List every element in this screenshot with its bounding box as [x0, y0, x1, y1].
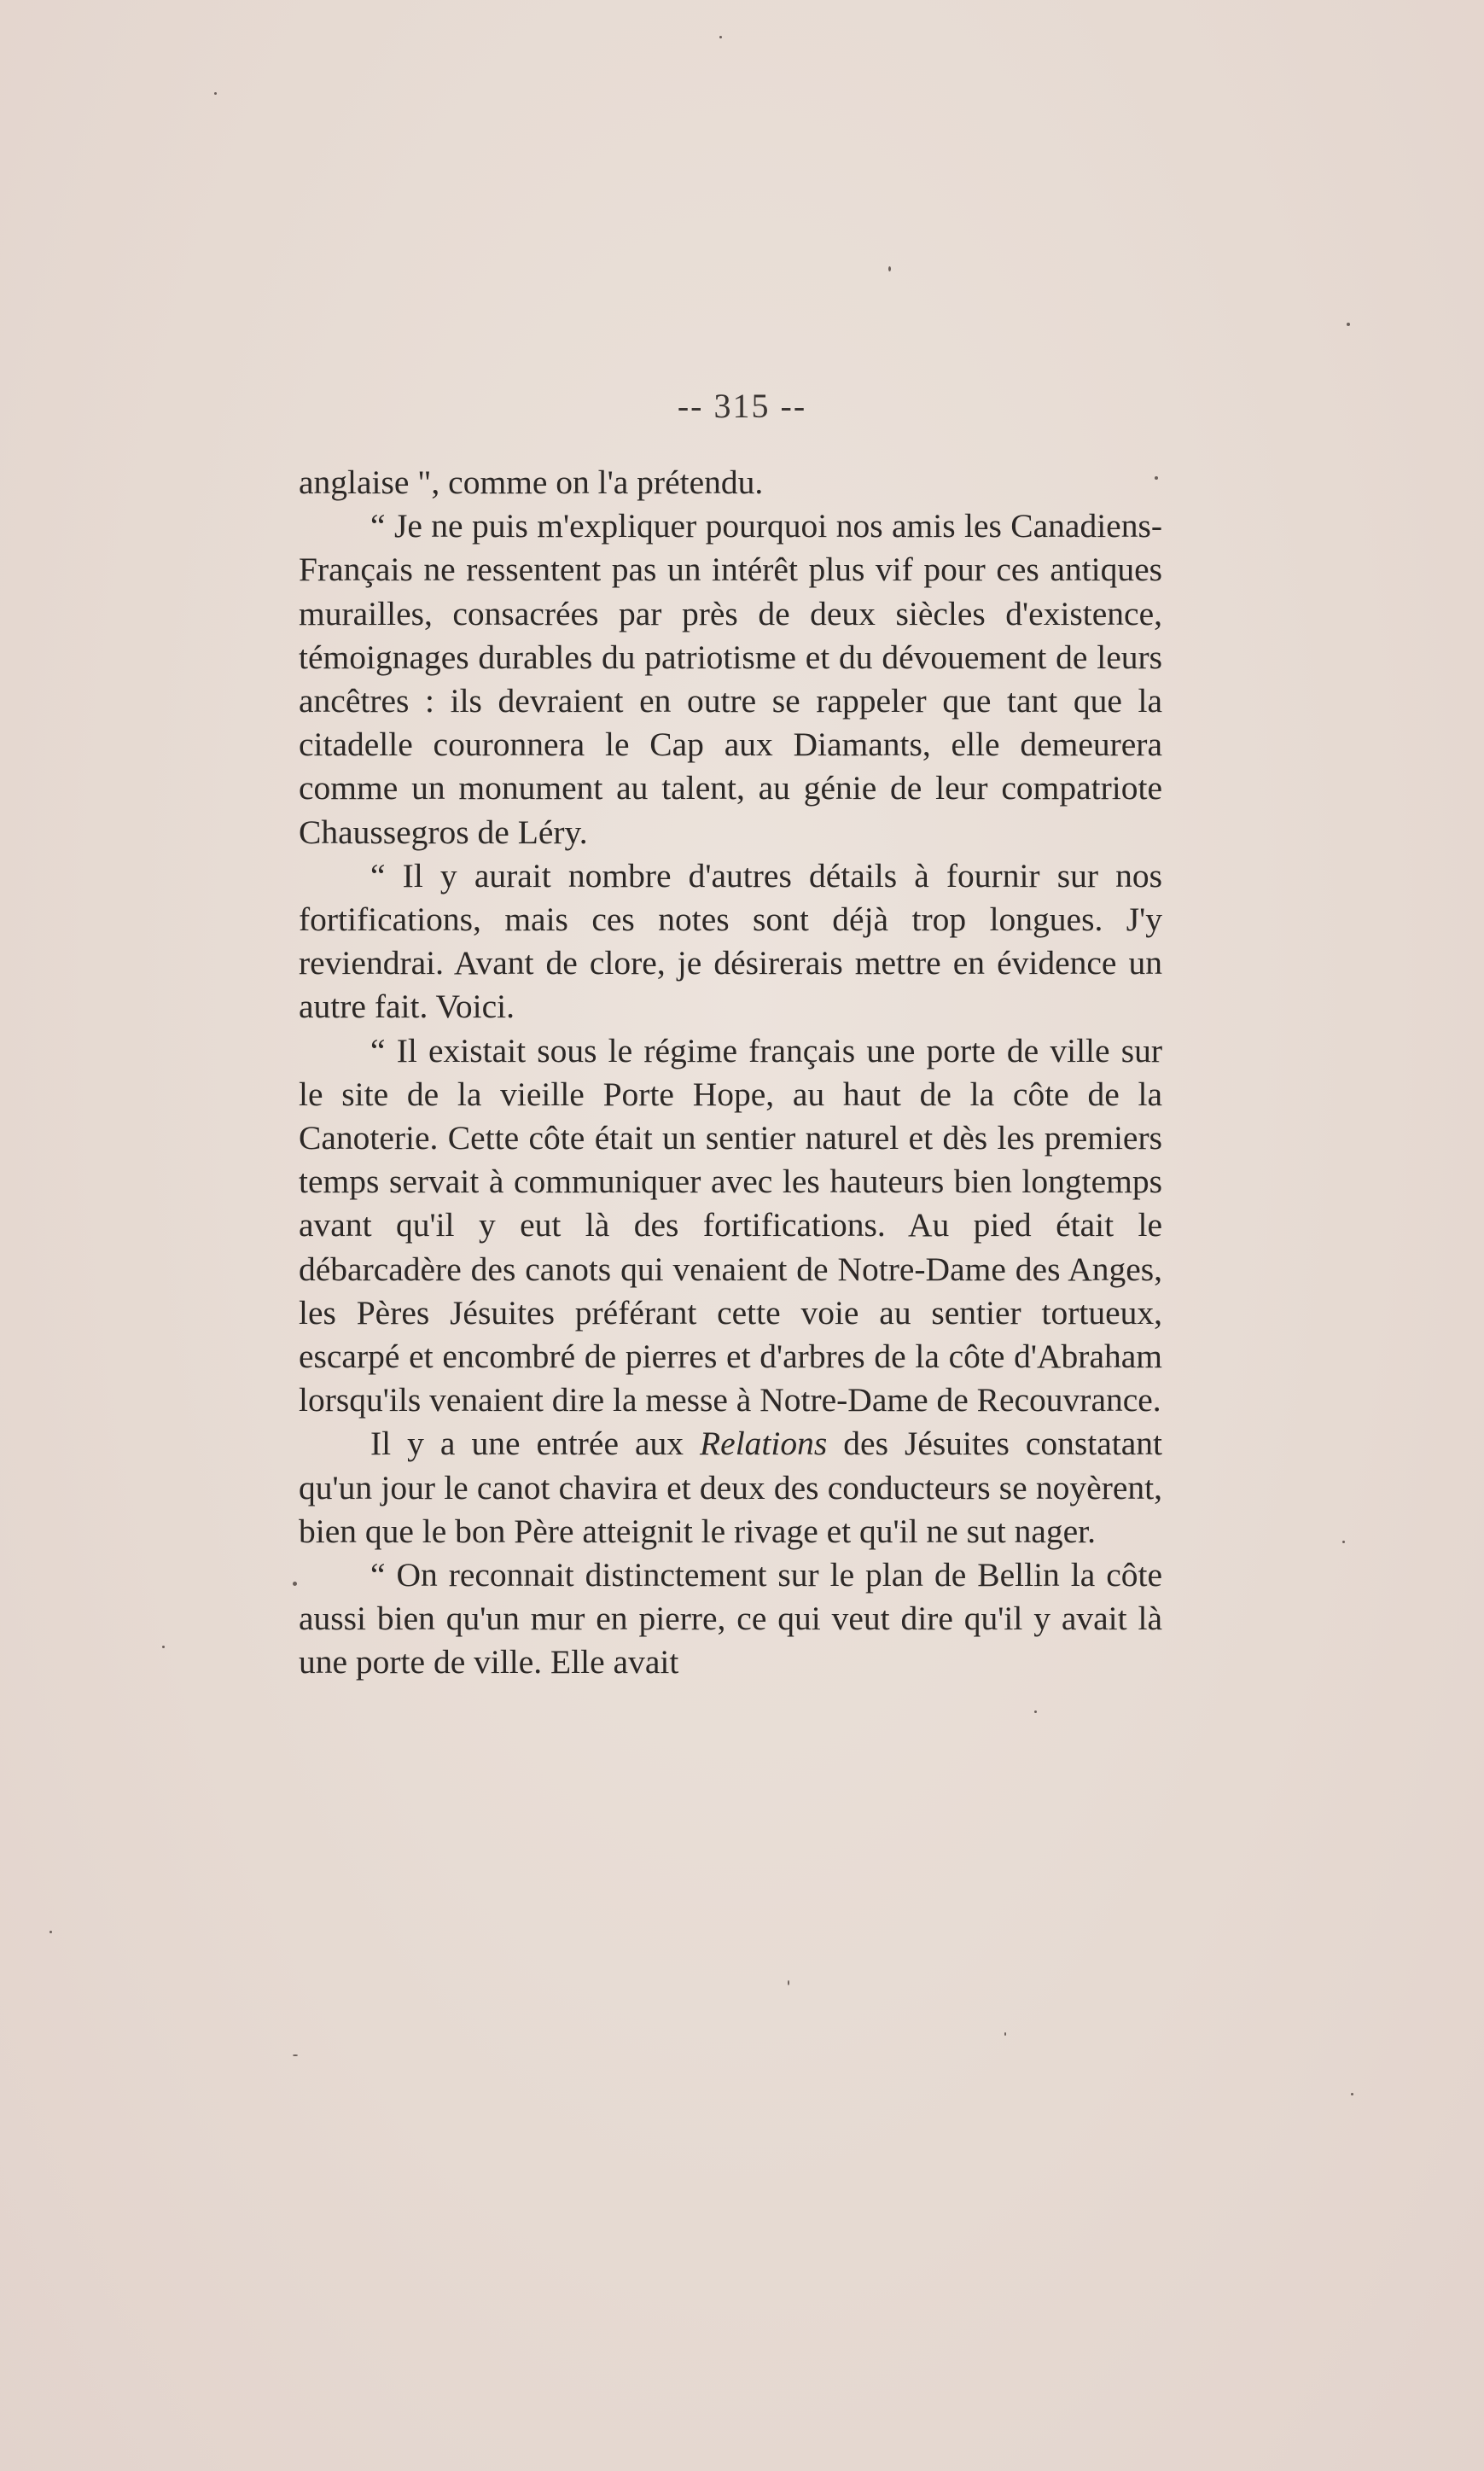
- paper-speck: [788, 1980, 789, 1985]
- paragraph-bellin: “ On reconnait distinctement sur le plan de Bellin la côte aussi bien qu'un mur en pierre, ce qui veut dire qu'il y avait là une porte de ville. Elle avait: [299, 1556, 1162, 1681]
- paper-speck: [49, 1931, 52, 1933]
- relations-text-after: des Jésuites constatant qu'un jour le canot chavira et deux des conducteurs se noyèrent, bien que le bon Père atteignit le rivage et qu'il ne sut nager.: [299, 1425, 1162, 1550]
- paper-speck: [1004, 2032, 1006, 2036]
- paper-speck: [1347, 323, 1350, 326]
- paper-speck: [719, 36, 722, 38]
- page-number: -- 315 --: [677, 387, 807, 425]
- relations-title: Relations: [700, 1425, 828, 1463]
- paragraph-continuation: anglaise ", comme on l'a prétendu.: [299, 463, 764, 501]
- paper-speck: [1351, 2093, 1353, 2095]
- paper-speck: [1034, 1710, 1037, 1713]
- paper-speck: [293, 1582, 297, 1586]
- paper-speck: [162, 1646, 165, 1648]
- paper-speck: [1342, 1541, 1345, 1543]
- paper-speck: [293, 2054, 298, 2056]
- paragraph-porte-de-ville: “ Il existait sous le régime français une porte de ville sur le site de la vieille Porte Hope, au haut de la côte de la Canoterie. Cette côte était un sentier naturel et dès les premiers temps servait à communiquer avec les hauteurs bien longtemps avant qu'il y eut là des fortifications. Au pied était le débarcadère des canots qui venaient de Notre-Dame des Anges, les Pères Jésuites préférant cette voie au sentier tortueux, escarpé et encombré de pierres et d'arbres de la côte d'Abraham lorsqu'ils venaient dire la messe à Notre-Dame de Recouvrance.: [299, 1031, 1162, 1419]
- paragraph-canadiens: “ Je ne puis m'expliquer pourquoi nos amis les Canadiens-Français ne ressentent pas un intérêt plus vif pour ces antiques murailles, consacrées par près de deux siècles d'existence, témoignages durables du patriotisme et du dévouement de leurs ancêtres : ils devraient en outre se rappeler que tant que la citadelle couronnera le Cap aux Diamants, elle demeurera comme un monument au talent, au génie de leur compatriote Chaussegros de Léry.: [299, 507, 1162, 851]
- body-text: [299, 461, 1162, 1685]
- paragraph-fortifications: “ Il y aurait nombre d'autres détails à fournir sur nos fortifications, mais ces notes sont déjà trop longues. J'y reviendrai. Avant de clore, je désirerais mettre en évidence un autre fait. Voici.: [299, 856, 1162, 1026]
- paper-speck: [888, 266, 891, 271]
- relations-text-before: Il y a une entrée aux: [370, 1425, 701, 1463]
- paragraph-relations: [299, 1422, 1162, 1553]
- paper-speck: [1155, 476, 1158, 480]
- paper-speck: [214, 92, 217, 95]
